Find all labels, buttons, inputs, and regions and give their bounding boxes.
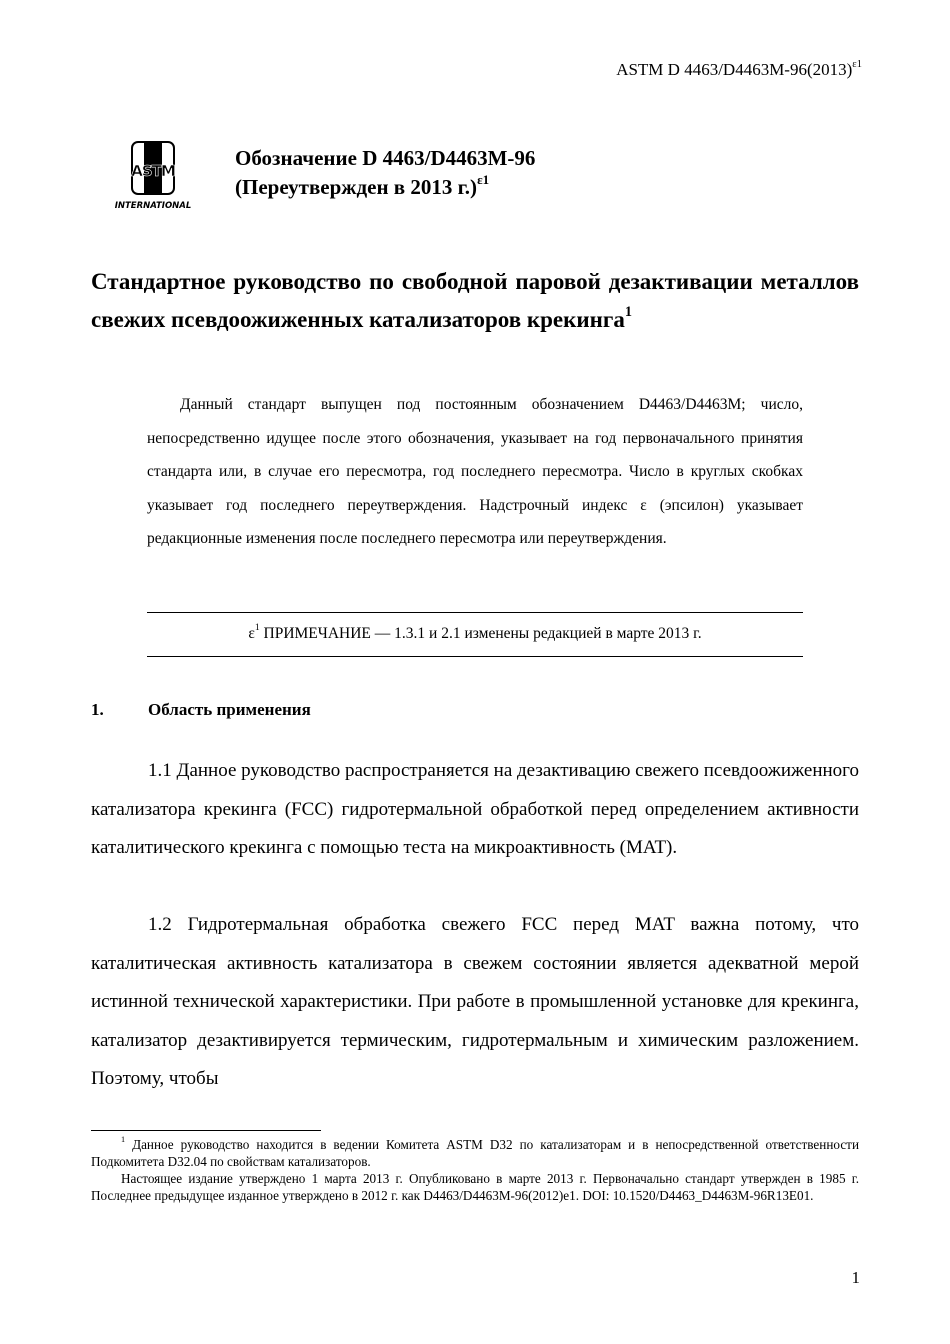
editorial-note xyxy=(147,622,803,643)
footnote xyxy=(91,1136,859,1204)
astm-international-logo xyxy=(110,140,196,212)
designation-line2 xyxy=(235,173,535,202)
note-bottom-rule xyxy=(147,656,803,657)
header-designation-ref xyxy=(616,60,862,80)
note-text: ПРИМЕЧАНИЕ — 1.3.1 и 2.1 изменены редакцией в марте 2013 г. xyxy=(259,625,702,642)
footnote-line2: Настоящее издание утверждено 1 марта 2013 г. Опубликовано в марте 2013 г. Первоначально стандарт утвержден в 1985 г. Последнее предыдущее изданное утверждено в 2012 г. как D4463/D4463M-96(2012)e1. DOI: 10.1520/D4463_D4463M-96R13E01. xyxy=(91,1171,859,1203)
footnote-line1 xyxy=(91,1136,859,1170)
note-prefix-sup: 1 xyxy=(254,622,260,634)
page-number: 1 xyxy=(851,1268,860,1287)
footnote-marker: 1 xyxy=(121,1135,126,1145)
document-title xyxy=(91,263,859,339)
header-ref-sup: ε1 xyxy=(852,58,862,70)
paragraph-1-1: 1.1 Данное руководство распространяется на дезактивацию свежего псевдоожиженного катализатора крекинга (FCC) гидротермальной обработкой перед определением активности каталитического крекинга с помощью теста на микроактивность (MAT). xyxy=(91,760,859,858)
footnote-line1-text: Данное руководство находится в ведении Комитета ASTM D32 по катализаторам и в непосредственной ответственности Подкомитета D32.04 по свойствам катализаторов. xyxy=(91,1137,859,1169)
logo-caption: INTERNATIONAL xyxy=(114,201,192,211)
note-prefix: ε xyxy=(248,625,255,642)
note-top-rule xyxy=(147,612,803,613)
paragraph-1-2: 1.2 Гидротермальная обработка свежего FCC перед MAT важна потому, что каталитическая активность катализатора в свежем состоянии является адекватной мерой истинной технической характеристики. При работе в промышленной установке для крекинга, катализатор дезактивируется термическим, гидротермальным и химическим разложением. Поэтому, чтобы xyxy=(91,914,859,1089)
section-number: 1. xyxy=(91,700,104,719)
astm-logo-icon xyxy=(110,140,196,212)
section-heading xyxy=(91,700,311,720)
title-footnote-ref: 1 xyxy=(624,304,632,321)
section-title: Область применения xyxy=(148,700,311,719)
title-text: Стандартное руководство по свободной паровой дезактивации металлов свежих псевдоожиженных катализаторов крекинга xyxy=(91,269,859,332)
logo-letters: ASTM xyxy=(131,162,175,180)
designation-line1: Обозначение D 4463/D4463M-96 xyxy=(235,146,536,170)
designation-line2-sup: ε1 xyxy=(477,172,490,188)
standard-designation xyxy=(235,144,535,202)
header-ref-text: ASTM D 4463/D4463M-96(2013) xyxy=(616,60,853,79)
footnote-separator xyxy=(91,1130,321,1131)
standard-notice-paragraph: Данный стандарт выпущен под постоянным обозначением D4463/D4463M; число, непосредственно идущее после этого обозначения, указывает на год первоначального принятия стандарта или, в случае его пересмотра, год последнего пересмотра. Число в круглых скобках указывает год последнего переутверждения. Надстрочный индекс ε (эпсилон) указывает редакционные изменения после последнего пересмотра или переутверждения. xyxy=(147,396,803,547)
designation-line2-text: (Переутвержден в 2013 г.) xyxy=(235,175,478,199)
